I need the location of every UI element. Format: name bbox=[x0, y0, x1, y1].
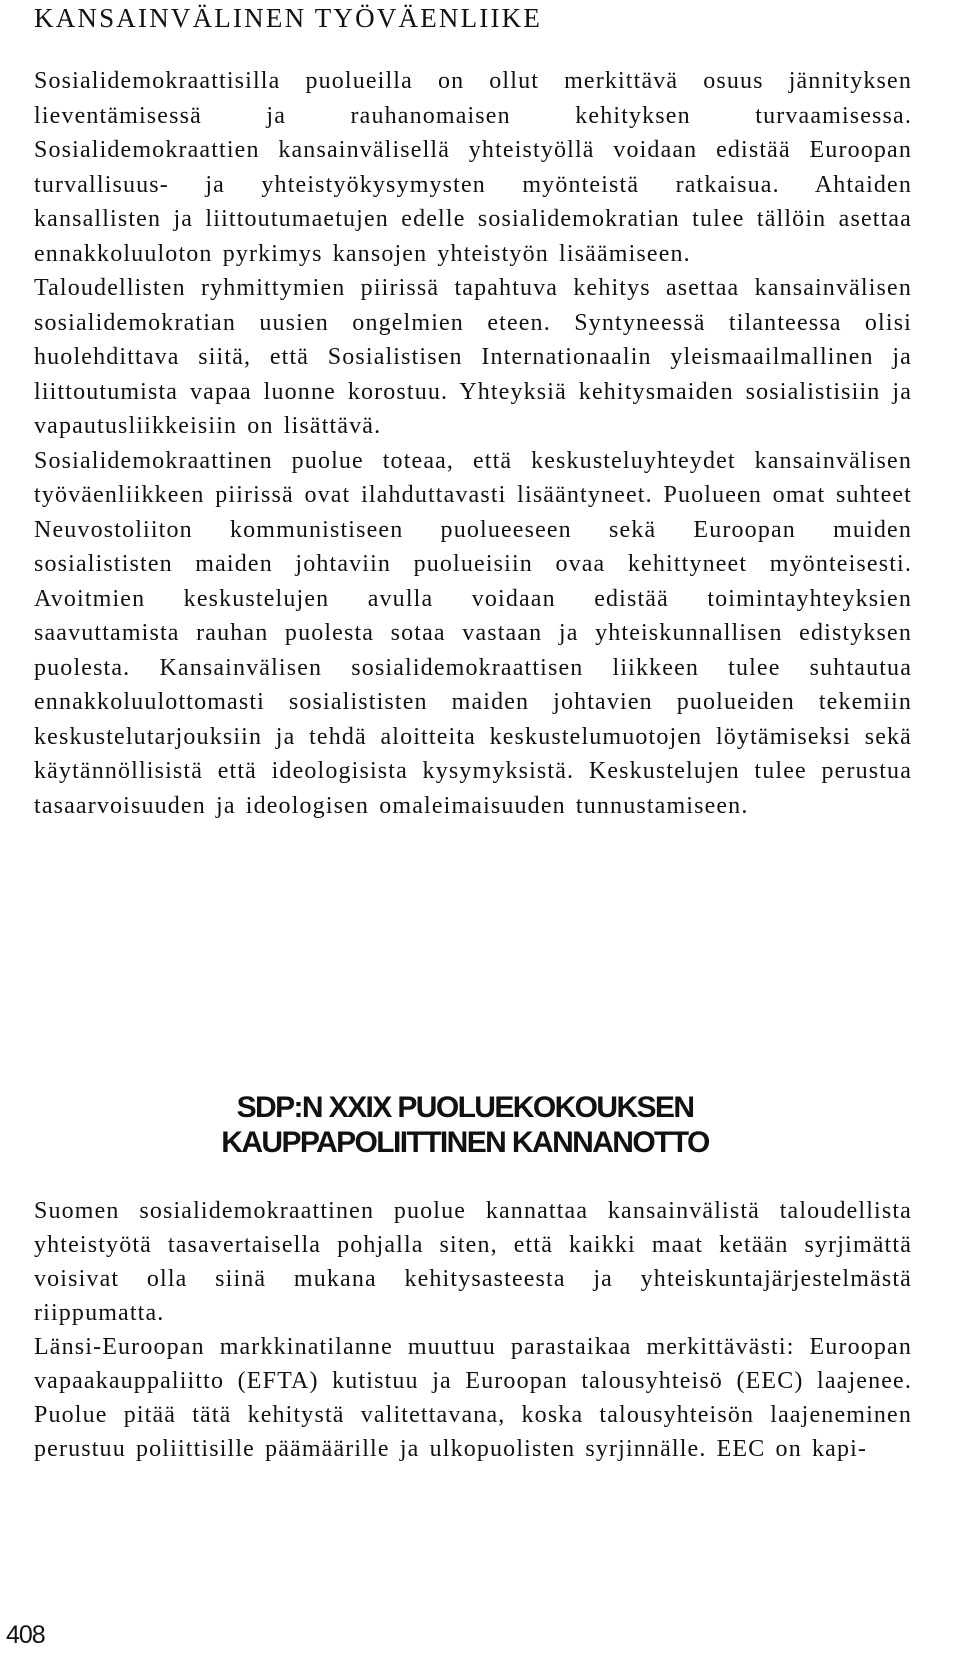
section-body-2 bbox=[34, 1194, 912, 1466]
section-heading-2 bbox=[130, 1090, 800, 1160]
page-number: 408 bbox=[6, 1621, 45, 1649]
paragraph: Sosialidemokraattisilla puolueilla on ollut merkittävä osuus jännityksen lieventämisessä ja rauhanomaisen kehityksen turvaamisessa. Sosialidemokraattien kansainvälisellä yhteistyöllä voidaan edistää Euroopan turvallisuus- ja yhteistyökysymysten myönteistä ratkaisua. Ahtaiden kansallisten ja liittoutumaetujen edelle sosialidemokratian tulee tällöin asettaa ennakkoluuloton pyrkimys kansojen yhteistyön lisäämiseen. bbox=[34, 68, 912, 267]
heading-line: KAUPPAPOLIITTINEN KANNANOTTO bbox=[221, 1126, 709, 1159]
paragraph: Suomen sosialidemokraattinen puolue kannattaa kansainvälistä taloudellista yhteistyötä tasavertaisella pohjalla siten, että kaikki maat ketään syrjimättä voisivat olla siinä mukana kehitysasteesta ja yhteiskuntajärjestelmästä riippumatta. bbox=[34, 1198, 912, 1326]
paragraph: Länsi-Euroopan markkinatilanne muuttuu parastaikaa merkittävästi: Euroopan vapaakauppaliitto (EFTA) kutistuu ja Euroopan talousyhteisö (EEC) laajenee. Puolue pitää tätä kehitystä valitettavana, koska talousyhteisön laajeneminen perustuu poliittisille päämäärille ja ulkopuolisten syrjinnälle. EEC on kapi- bbox=[34, 1334, 912, 1462]
heading-line: SDP:N XXIX PUOLUEKOKOUKSEN bbox=[236, 1091, 694, 1124]
section-heading: KANSAINVÄLINEN TYÖVÄENLIIKE bbox=[34, 3, 543, 33]
section-body bbox=[34, 64, 912, 823]
paragraph: Taloudellisten ryhmittymien piirissä tapahtuva kehitys asettaa kansainvälisen sosialidemokratian uusien ongelmien eteen. Syntyneessä tilanteessa olisi huolehdittava siitä, että Sosialistisen Internationaalin yleismaailmallinen ja liittoutumista vapaa luonne korostuu. Yhteyksiä kehitysmaiden sosialistisiin ja vapautusliikkeisiin on lisättävä. bbox=[34, 275, 912, 439]
paragraph: Sosialidemokraattinen puolue toteaa, että keskusteluyhteydet kansainvälisen työväenliikkeen piirissä ovat ilahduttavasti lisääntyneet. Puolueen omat suhteet Neuvostoliiton kommunistiseen puolueeseen sekä Euroopan muiden sosialististen maiden johtaviin puolueisiin ovaa kehittyneet myönteisesti. Avoitmien keskustelujen avulla voidaan edistää toimintayhteyksien saavuttamista rauhan puolesta sotaa vastaan ja yhteiskunnallisen edistyksen puolesta. Kansainvälisen sosialidemokraattisen liikkeen tulee suhtautua ennakkoluulottomasti sosialististen maiden johtavien puolueiden tekemiin keskustelutarjouksiin ja tehdä aloitteita keskustelumuotojen löytämiseksi sekä käytännöllisistä että ideologisista kysymyksistä. Keskustelujen tulee perustua tasaarvoisuuden ja ideologisen omaleimaisuuden tunnustamiseen. bbox=[34, 447, 912, 819]
